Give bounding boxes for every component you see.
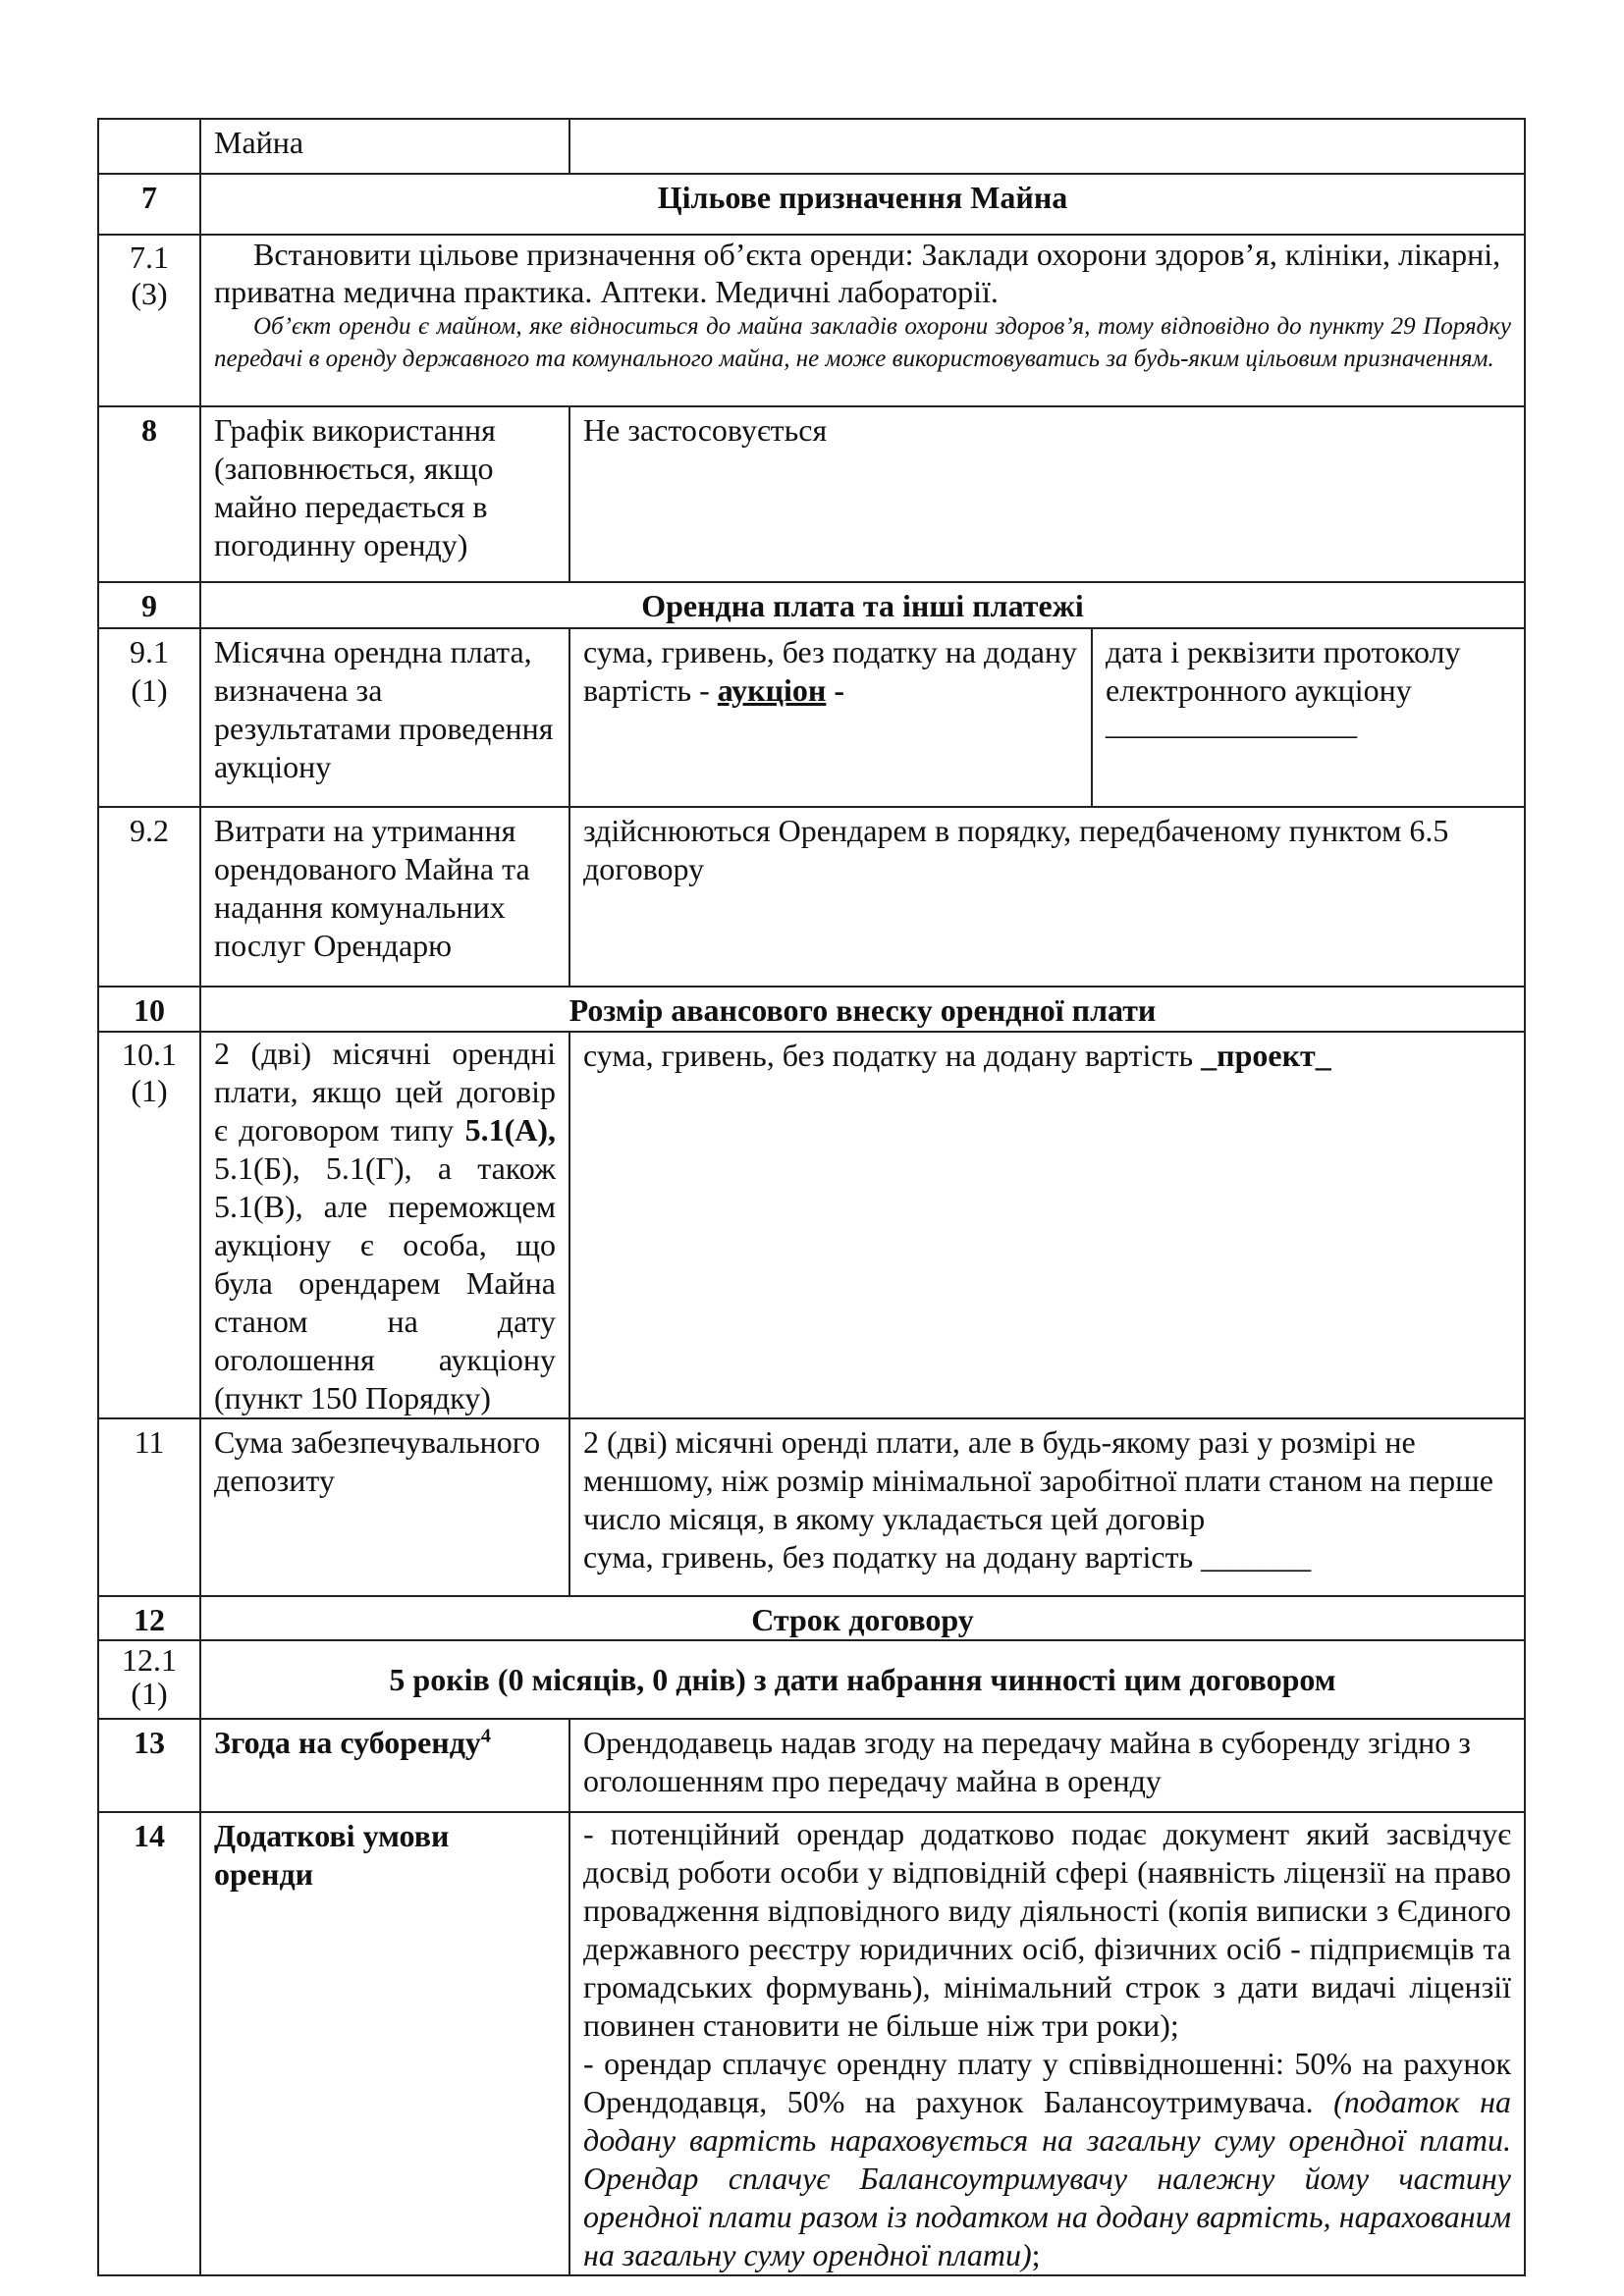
table-row: [98, 406, 1525, 582]
protocol-cell: дата і реквізити протоколу електронного аукціону ________________: [1092, 628, 1525, 807]
section-number: 9: [98, 582, 200, 628]
row-label: Сума забезпечувального депозиту: [200, 1418, 569, 1596]
table-row: [98, 1812, 1525, 2275]
table-row: [98, 628, 1525, 807]
condition-paragraph: - орендар сплачує орендну плату у співвідношенні: 50% на рахунок Орендодавця, 50% на рахунок Балансоутримувача. (податок на додану вартість нараховується на загальну суму орендної плати. Орендар сплачує Балансоутримувачу належну йому частину орендної плати разом із податком на додану вартість, нарахованим на загальну суму орендної плати);: [583, 2046, 1512, 2272]
row-label: Згода на суборенду$^4$: [200, 1719, 569, 1812]
section-number: 10: [98, 987, 200, 1032]
table-row: [98, 807, 1525, 987]
row-number: 7.1 (3): [98, 235, 200, 406]
row-number: 9.2: [98, 807, 200, 987]
lease-terms-table: [97, 118, 1526, 2276]
section-row-10: [98, 987, 1525, 1032]
row-number: 8: [98, 406, 200, 582]
table-row: [98, 235, 1525, 406]
section-row-12: [98, 1596, 1525, 1640]
row-value: 2 (дві) місячні оренді плати, але в будь-якому разі у розмірі не меншому, ніж розмір мінімальної заробітної плати станом на перше число місяця, в якому укладається цей договір сума, гривень, без податку на додану вартість _______: [569, 1418, 1525, 1596]
table-row: [98, 1418, 1525, 1596]
row-label: 2 (дві) місячні орендні плати, якщо цей договір є договором типу 5.1(А), 5.1(Б), 5.1(Г), а також 5.1(В), але переможцем аукціону є особа, що була орендарем Майна станом на дату оголошення аукціону (пункт 150 Порядку): [200, 1032, 569, 1418]
row-value: сума, гривень, без податку на додану вартість _проект_: [569, 1032, 1525, 1418]
condition-paragraph: - потенційний орендар додатково подає документ який засвідчує досвід роботи особи у відповідній сфері (наявність ліцензії на право провадження відповідного виду діяльності (копія виписки з Єдиного державного реєстру юридичних осіб, фізичних осіб - підприємців та громадських формувань), мінімальний строк з дати видачі ліцензії повинен становити не більше ніж три роки);: [583, 1816, 1511, 2043]
section-number: 7: [98, 174, 200, 235]
row-value: [569, 119, 1525, 174]
row-number: 11: [98, 1418, 200, 1596]
row-label: Майна: [200, 119, 569, 174]
section-row-7: [98, 174, 1525, 235]
section-number: 12: [98, 1596, 200, 1640]
row-value: [569, 1812, 1525, 2275]
section-title: Цільове призначення Майна: [200, 174, 1525, 235]
table-row: [98, 1640, 1525, 1719]
table-row: [98, 1719, 1525, 1812]
row-value: Орендодавець надав згоду на передачу майна в суборенду згідно з оголошенням про передачу майна в оренду: [569, 1719, 1525, 1812]
footnote-marker: 4: [480, 1725, 491, 1747]
section-title: Розмір авансового внеску орендної плати: [200, 987, 1525, 1032]
row-number: 12.1 (1): [98, 1640, 200, 1719]
row-value: сума, гривень, без податку на додану вартість - аукціон -: [569, 628, 1092, 807]
row-label: Місячна орендна плата, визначена за результатами проведення аукціону: [200, 628, 569, 807]
section-title: Орендна плата та інші платежі: [200, 582, 1525, 628]
row-value: здійснюються Орендарем в порядку, передбаченому пунктом 6.5 договору: [569, 807, 1525, 987]
purpose-text: Встановити цільове призначення об’єкта оренди: Заклади охорони здоров’я, клініки, лікарні, приватна медична практика. Аптеки. Медичні лабораторії.: [214, 237, 1501, 309]
table-row: [98, 1032, 1525, 1418]
term-value: 5 років (0 місяців, 0 днів) з дати набрання чинності цим договором: [200, 1640, 1525, 1719]
row-label: Додаткові умови оренди: [200, 1812, 569, 2275]
row-number: 14: [98, 1812, 200, 2275]
row-label: Витрати на утримання орендованого Майна та надання комунальних послуг Орендарю: [200, 807, 569, 987]
row-number: 13: [98, 1719, 200, 1812]
row-label: Графік використання (заповнюється, якщо майно передається в погодинну оренду): [200, 406, 569, 582]
table-row: [98, 119, 1525, 174]
row-number: 10.1 (1): [98, 1032, 200, 1418]
purpose-note: Об’єкт оренди є майном, яке відноситься до майна закладів охорони здоров’я, тому відповідно до пункту 29 Порядку передачі в оренду державного та комунального майна, не може використовуватись за будь-яким цільовим призначенням.: [214, 313, 1511, 372]
section-row-9: [98, 582, 1525, 628]
section-title: Строк договору: [200, 1596, 1525, 1640]
row-number: 9.1 (1): [98, 628, 200, 807]
row-value: Не застосовується: [569, 406, 1525, 582]
